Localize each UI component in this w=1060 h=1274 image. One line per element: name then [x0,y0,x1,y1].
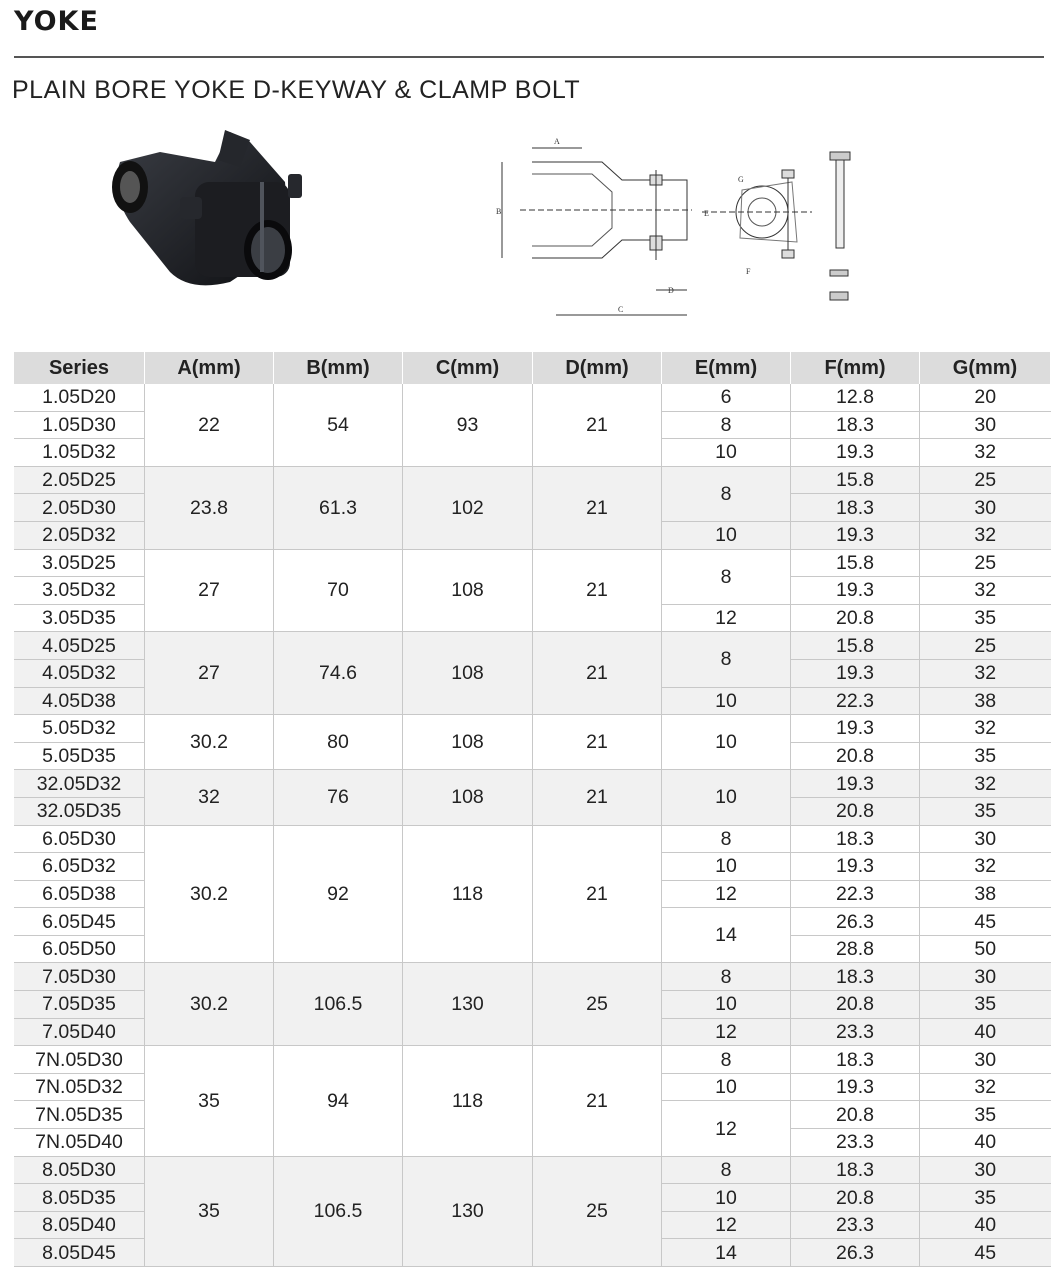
table-cell: 25 [920,466,1051,494]
svg-text:A: A [554,137,560,146]
table-cell: 108 [403,549,533,632]
table-cell: 38 [920,880,1051,908]
table-cell: 92 [274,825,403,963]
table-cell: 102 [403,466,533,549]
column-header: E(mm) [662,352,791,384]
table-cell: 32 [920,715,1051,743]
table-cell: 6.05D32 [14,853,145,881]
table-cell: 18.3 [791,1156,920,1184]
table-cell: 76 [274,770,403,825]
table-cell: 22.3 [791,880,920,908]
table-cell: 108 [403,632,533,715]
table-cell: 40 [920,1129,1051,1157]
table-cell: 20.8 [791,1101,920,1129]
table-cell: 35 [920,1101,1051,1129]
table-cell: 20.8 [791,604,920,632]
svg-text:F: F [746,267,751,276]
column-header: G(mm) [920,352,1051,384]
table-cell: 8.05D40 [14,1211,145,1239]
table-cell: 10 [662,770,791,825]
table-row [14,963,1051,991]
table-cell: 30 [920,1046,1051,1074]
table-cell: 118 [403,1046,533,1156]
table-cell: 21 [533,1046,662,1156]
table-cell: 32 [920,577,1051,605]
table-cell: 5.05D32 [14,715,145,743]
table-cell: 19.3 [791,521,920,549]
table-cell: 30.2 [145,825,274,963]
table-cell: 32.05D35 [14,797,145,825]
table-cell: 7N.05D30 [14,1046,145,1074]
table-cell: 35 [920,742,1051,770]
table-cell: 54 [274,384,403,466]
table-cell: 32 [920,1073,1051,1101]
table-cell: 8.05D35 [14,1184,145,1212]
table-cell: 18.3 [791,494,920,522]
table-cell: 8 [662,1046,791,1074]
table-cell: 19.3 [791,439,920,467]
table-row [14,770,1051,798]
table-cell: 18.3 [791,411,920,439]
table-cell: 19.3 [791,853,920,881]
table-cell: 15.8 [791,466,920,494]
table-cell: 61.3 [274,466,403,549]
table-cell: 106.5 [274,1156,403,1266]
table-cell: 23.3 [791,1129,920,1157]
column-header: F(mm) [791,352,920,384]
table-cell: 18.3 [791,963,920,991]
table-cell: 20.8 [791,797,920,825]
table-cell: 4.05D25 [14,632,145,660]
table-cell: 10 [662,687,791,715]
table-cell: 25 [533,963,662,1046]
table-header-row [14,352,1051,384]
table-cell: 93 [403,384,533,466]
table-row [14,715,1051,743]
table-cell: 30 [920,494,1051,522]
spec-table [14,352,1051,1267]
table-cell: 8.05D30 [14,1156,145,1184]
table-cell: 6.05D38 [14,880,145,908]
table-cell: 15.8 [791,549,920,577]
table-cell: 14 [662,1239,791,1267]
table-cell: 18.3 [791,1046,920,1074]
table-cell: 32 [920,853,1051,881]
table-cell: 10 [662,1184,791,1212]
table-cell: 4.05D32 [14,659,145,687]
table-cell: 19.3 [791,577,920,605]
table-cell: 3.05D35 [14,604,145,632]
table-row [14,1156,1051,1184]
table-cell: 10 [662,439,791,467]
table-cell: 12 [662,880,791,908]
table-cell: 8 [662,825,791,853]
table-cell: 18.3 [791,825,920,853]
table-cell: 10 [662,715,791,770]
table-cell: 35 [920,604,1051,632]
table-body [14,384,1051,1267]
table-row [14,1046,1051,1074]
table-cell: 35 [145,1046,274,1156]
table-row [14,549,1051,577]
table-cell: 8 [662,963,791,991]
table-cell: 23.3 [791,1211,920,1239]
table-cell: 118 [403,825,533,963]
table-cell: 94 [274,1046,403,1156]
table-cell: 19.3 [791,1073,920,1101]
table-cell: 22 [145,384,274,466]
table-cell: 21 [533,825,662,963]
table-cell: 10 [662,521,791,549]
table-cell: 25 [533,1156,662,1266]
table-row [14,466,1051,494]
table-cell: 45 [920,1239,1051,1267]
table-cell: 21 [533,632,662,715]
table-cell: 30 [920,1156,1051,1184]
table-cell: 2.05D25 [14,466,145,494]
table-cell: 27 [145,632,274,715]
table-cell: 2.05D30 [14,494,145,522]
table-cell: 32 [920,439,1051,467]
table-cell: 30 [920,411,1051,439]
table-cell: 70 [274,549,403,632]
table-cell: 6 [662,384,791,411]
table-cell: 35 [920,1184,1051,1212]
svg-text:E: E [704,209,709,218]
table-cell: 4.05D38 [14,687,145,715]
table-cell: 21 [533,466,662,549]
table-cell: 10 [662,1073,791,1101]
title-divider [14,56,1044,58]
table-row [14,825,1051,853]
table-cell: 8 [662,466,791,521]
table-row [14,632,1051,660]
table-cell: 32 [145,770,274,825]
svg-text:G: G [738,175,744,184]
table-row [14,384,1051,411]
column-header: C(mm) [403,352,533,384]
table-cell: 6.05D30 [14,825,145,853]
table-cell: 26.3 [791,1239,920,1267]
product-subtitle: PLAIN BORE YOKE D-KEYWAY & CLAMP BOLT [12,76,581,104]
table-cell: 50 [920,935,1051,963]
table-cell: 15.8 [791,632,920,660]
table-cell: 6.05D50 [14,935,145,963]
table-cell: 1.05D32 [14,439,145,467]
table-cell: 25 [920,632,1051,660]
column-header: A(mm) [145,352,274,384]
table-cell: 35 [920,991,1051,1019]
table-cell: 19.3 [791,659,920,687]
table-cell: 19.3 [791,715,920,743]
table-cell: 25 [920,549,1051,577]
svg-text:D: D [668,286,674,295]
table-cell: 21 [533,770,662,825]
table-cell: 30 [920,963,1051,991]
table-cell: 28.8 [791,935,920,963]
table-cell: 21 [533,715,662,770]
table-cell: 1.05D30 [14,411,145,439]
table-cell: 7.05D35 [14,991,145,1019]
table-cell: 20.8 [791,991,920,1019]
table-cell: 130 [403,1156,533,1266]
dimension-drawing [492,130,872,322]
column-header: D(mm) [533,352,662,384]
table-cell: 21 [533,384,662,466]
table-cell: 8.05D45 [14,1239,145,1267]
table-cell: 22.3 [791,687,920,715]
table-cell: 3.05D25 [14,549,145,577]
table-cell: 7N.05D32 [14,1073,145,1101]
table-cell: 38 [920,687,1051,715]
table-cell: 23.3 [791,1018,920,1046]
svg-text:C: C [618,305,624,314]
table-cell: 35 [145,1156,274,1266]
table-cell: 8 [662,411,791,439]
table-cell: 35 [920,797,1051,825]
table-cell: 30 [920,825,1051,853]
table-cell: 20 [920,384,1051,411]
table-cell: 3.05D32 [14,577,145,605]
table-cell: 10 [662,991,791,1019]
table-cell: 8 [662,1156,791,1184]
table-cell: 30.2 [145,715,274,770]
table-cell: 26.3 [791,908,920,936]
table-cell: 27 [145,549,274,632]
table-cell: 21 [533,549,662,632]
column-header: B(mm) [274,352,403,384]
table-cell: 130 [403,963,533,1046]
table-cell: 5.05D35 [14,742,145,770]
table-cell: 12 [662,1211,791,1239]
yoke-product-photo [100,122,320,312]
table-cell: 12.8 [791,384,920,411]
table-cell: 12 [662,1018,791,1046]
table-cell: 19.3 [791,770,920,798]
table-cell: 7.05D40 [14,1018,145,1046]
table-cell: 32 [920,770,1051,798]
table-cell: 32 [920,659,1051,687]
table-cell: 14 [662,908,791,963]
table-cell: 45 [920,908,1051,936]
table-cell: 6.05D45 [14,908,145,936]
table-cell: 23.8 [145,466,274,549]
table-cell: 8 [662,632,791,687]
table-cell: 80 [274,715,403,770]
column-header: Series [14,352,145,384]
table-cell: 32.05D32 [14,770,145,798]
table-cell: 40 [920,1211,1051,1239]
table-cell: 106.5 [274,963,403,1046]
table-cell: 7.05D30 [14,963,145,991]
table-cell: 12 [662,1101,791,1156]
table-cell: 8 [662,549,791,604]
table-cell: 20.8 [791,742,920,770]
table-cell: 10 [662,853,791,881]
table-cell: 30.2 [145,963,274,1046]
table-cell: 1.05D20 [14,384,145,411]
table-cell: 74.6 [274,632,403,715]
table-cell: 7N.05D35 [14,1101,145,1129]
table-cell: 40 [920,1018,1051,1046]
svg-text:B: B [496,207,502,216]
table-cell: 2.05D32 [14,521,145,549]
table-cell: 108 [403,770,533,825]
table-cell: 20.8 [791,1184,920,1212]
page-title: YOKE [14,6,99,37]
table-cell: 12 [662,604,791,632]
table-cell: 108 [403,715,533,770]
table-cell: 32 [920,521,1051,549]
table-cell: 7N.05D40 [14,1129,145,1157]
